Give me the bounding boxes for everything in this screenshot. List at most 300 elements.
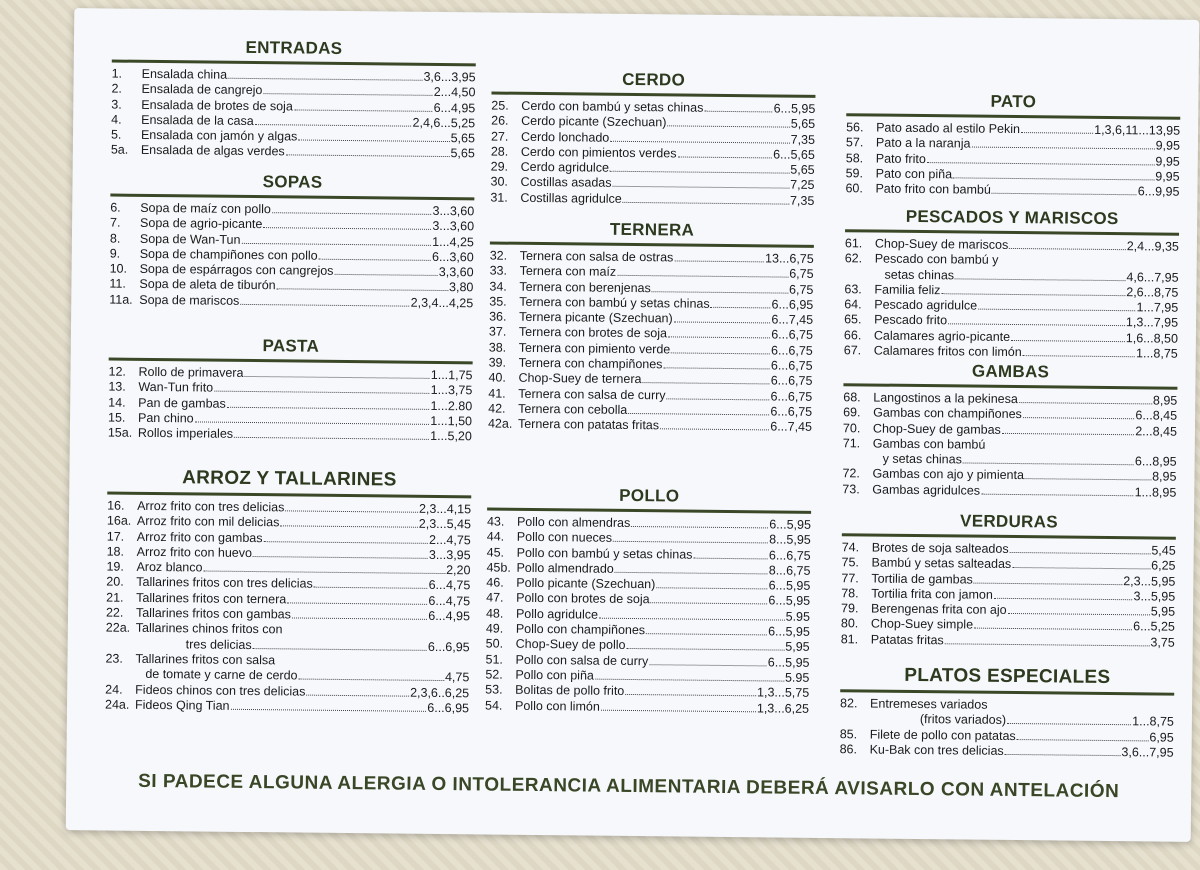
dot-leader	[272, 212, 432, 215]
menu-item-price: 6...6,75	[770, 373, 813, 389]
section-title: PLATOS ESPECIALES	[840, 664, 1174, 695]
menu-item-number: 79.	[841, 601, 859, 616]
dot-leader	[610, 140, 789, 143]
menu-item-price: 6...5,95	[768, 578, 811, 594]
menu-item-name: Chop-Suey de pollo	[515, 637, 626, 653]
menu-item-number: 1.	[111, 66, 123, 81]
menu-item-price: 6...5,65	[773, 147, 815, 162]
menu-item-name: Costillas agridulce	[520, 190, 622, 206]
dot-leader	[287, 602, 427, 604]
dot-leader	[674, 322, 771, 324]
menu-item-price: 2,4,6...5,25	[412, 115, 476, 131]
menu-item-number: 7.	[110, 215, 121, 230]
menu-item-list	[101, 200, 482, 311]
menu-item-price: 1...2.80	[430, 398, 473, 413]
dot-leader	[240, 304, 409, 307]
menu-item-name: Ternera con champiñones	[518, 355, 663, 372]
section-ternera	[480, 218, 822, 435]
menu-column-middle	[484, 12, 824, 716]
dot-leader	[656, 587, 767, 589]
menu-item-name: y setas chinas	[882, 451, 962, 467]
menu-item	[485, 698, 809, 717]
menu-item-price: 13...6,75	[765, 251, 814, 266]
menu-item-number: 33.	[489, 263, 508, 278]
dot-leader	[992, 193, 1137, 196]
menu-item-price: 6...7,45	[771, 312, 814, 328]
dot-leader	[230, 709, 426, 712]
menu-item-number: 65.	[844, 312, 862, 327]
dot-leader	[601, 709, 756, 712]
dot-leader	[599, 617, 785, 620]
menu-item-number: 4.	[111, 112, 122, 127]
menu-item-number: 36.	[489, 309, 507, 324]
menu-item-price: 9,95	[1155, 154, 1180, 169]
menu-item-name: Pollo con nueces	[516, 530, 613, 546]
menu-item-number: 25.	[491, 98, 509, 113]
menu-item-name: Ensalada china	[141, 66, 228, 82]
menu-item-number: 24a.	[104, 697, 130, 712]
menu-item-name: Pollo con limón	[514, 698, 600, 714]
section-title: PATO	[846, 90, 1180, 119]
menu-item-number: 27.	[490, 129, 509, 144]
dot-leader	[1002, 432, 1134, 434]
dot-leader	[671, 352, 770, 354]
dot-leader	[253, 648, 427, 651]
section-verduras	[833, 510, 1184, 651]
menu-item-number: 21.	[106, 590, 124, 605]
menu-item-number: 3.	[111, 97, 122, 112]
menu-item-price: 6...5,95	[769, 517, 812, 532]
menu-item-price: 6...6,95	[771, 297, 814, 312]
menu-item-price: 3,80	[449, 280, 474, 295]
menu-item-name: Cerdo picante (Szechuan)	[521, 114, 667, 130]
dot-leader	[617, 275, 788, 278]
menu-item-list	[833, 540, 1184, 651]
menu-item-number: 5a.	[110, 143, 129, 158]
menu-item-name: Bolitas de pollo frito	[515, 683, 625, 699]
menu-item-number: 24.	[105, 682, 123, 697]
dot-leader	[623, 202, 789, 205]
menu-item	[845, 181, 1179, 200]
section-title: POLLO	[487, 484, 811, 513]
menu-item-name: Costillas asadas	[520, 175, 612, 191]
menu-item-number: 19.	[106, 559, 124, 574]
menu-item-number: 15a.	[107, 425, 133, 440]
menu-item-list	[832, 696, 1183, 761]
menu-item-list	[482, 98, 823, 209]
menu-item-name: Arroz frito con gambas	[136, 529, 263, 545]
menu-sheet	[66, 8, 1200, 842]
dot-leader	[704, 111, 772, 113]
menu-item-price: 1...8,95	[1134, 485, 1177, 500]
menu-item-number: 20.	[106, 574, 124, 590]
dot-leader	[711, 307, 771, 309]
menu-item-name: Ensalada de algas verdes	[140, 143, 285, 159]
dot-leader	[298, 140, 449, 143]
section-title: GAMBAS	[843, 360, 1177, 389]
menu-item-name: Calamares agrio-picante	[873, 328, 1011, 344]
dot-leader	[963, 463, 1134, 466]
dot-leader	[651, 603, 768, 605]
menu-item-price: 6...5,95	[767, 655, 810, 670]
menu-item-name: Sopa de champiñones con pollo	[139, 246, 318, 263]
menu-item-price: 1...3,75	[430, 383, 473, 398]
dot-leader	[927, 162, 1155, 165]
dot-leader	[203, 571, 445, 575]
dot-leader	[234, 437, 429, 440]
menu-item-number: 11a.	[109, 292, 133, 307]
menu-item-name: Pato asado al estilo Pekin	[876, 120, 1021, 137]
menu-item-name: Cerdo lonchado	[520, 129, 610, 145]
menu-item-name: Pato con piña	[875, 166, 953, 182]
dot-leader	[668, 337, 770, 339]
dot-leader	[646, 633, 767, 635]
menu-item-name: Ensalada de brotes de soja	[141, 97, 293, 114]
menu-item-name: Pollo agridulce	[515, 606, 599, 622]
dot-leader	[241, 242, 431, 245]
menu-item-name: Tallarines fritos con ternera	[136, 590, 287, 607]
dot-leader	[1021, 132, 1093, 134]
section-title: CERDO	[491, 69, 815, 98]
menu-item-name: Arroz frito con mil delicias	[136, 514, 280, 530]
menu-item-price: 3,6...3,95	[423, 69, 476, 85]
dot-leader	[953, 177, 1154, 180]
section-entradas	[103, 36, 484, 162]
menu-item-name: Sopa de Wan-Tun	[139, 231, 241, 247]
menu-item-name: Ensalada de la casa	[141, 112, 254, 128]
section-arroz-tallarines	[97, 466, 480, 716]
menu-item-number: 54.	[484, 698, 503, 713]
dot-leader	[244, 376, 429, 379]
menu-item-price: 3,6...7,95	[1121, 745, 1174, 760]
menu-item-name: Ternera con pimiento verde	[518, 340, 671, 357]
menu-item-number: 9.	[109, 246, 121, 261]
menu-item-name: Pescado con bambú y	[874, 251, 999, 268]
menu-item-price: 6...5,95	[773, 101, 816, 116]
menu-item-name: Tortilia frita con jamon	[871, 586, 993, 602]
dot-leader	[228, 78, 422, 81]
menu-item-number: 44.	[486, 529, 505, 544]
dot-leader	[613, 541, 768, 544]
menu-item-price: 6...8,45	[1135, 408, 1178, 423]
menu-item-number: 63.	[844, 282, 862, 297]
menu-item-price: 2...8,45	[1135, 423, 1178, 439]
menu-item-name: Familia feliz	[874, 282, 941, 298]
menu-item-name: Sopa de mariscos	[139, 292, 240, 308]
menu-item-price: 2,3...4,15	[418, 501, 472, 517]
menu-item-price: 6,25	[1151, 558, 1176, 573]
dot-leader	[595, 679, 784, 682]
menu-item-name: Ternera con brotes de soja	[518, 325, 668, 341]
menu-item-name: Pato a la naranja	[875, 135, 971, 151]
dot-leader	[955, 278, 1125, 281]
dot-leader	[625, 694, 756, 696]
dot-leader	[1023, 355, 1135, 357]
menu-item-number: 73.	[842, 481, 860, 497]
menu-item-number: 18.	[106, 544, 125, 559]
menu-column-right	[839, 16, 1189, 760]
menu-item-number: 51.	[485, 652, 504, 667]
dot-leader	[974, 628, 1132, 631]
menu-item-number: 37.	[488, 324, 507, 340]
section-cerdo	[482, 68, 823, 209]
menu-item-name: Fideos Qing Tian	[134, 697, 230, 713]
menu-item-list	[103, 66, 484, 162]
menu-item-price: 8...5,95	[769, 532, 811, 548]
dot-leader	[642, 382, 769, 384]
menu-item-number: 77.	[841, 570, 859, 585]
menu-item-number: 67.	[843, 343, 862, 358]
menu-item-price: 6...6,95	[427, 700, 470, 716]
menu-item-name: (fritos variados)	[919, 712, 1007, 728]
menu-item-number: 39.	[488, 355, 507, 370]
menu-item-price: 2,4...9,35	[1126, 239, 1179, 254]
menu-item-number: 35.	[489, 294, 507, 309]
menu-item-name: Pollo con brotes de soja	[516, 591, 650, 607]
dot-leader	[1011, 340, 1125, 342]
section-title: ARROZ Y TALLARINES	[107, 467, 471, 499]
menu-item-price: 6...5,95	[768, 624, 810, 639]
menu-item-name: Ensalada de cangrejo	[141, 82, 263, 98]
menu-item	[488, 417, 812, 436]
menu-item-name: Chop-Suey de mariscos	[874, 236, 1009, 252]
menu-item-price: 6...4,75	[428, 593, 471, 609]
menu-item-name: setas chinas	[884, 267, 955, 282]
menu-item-number: 38.	[488, 340, 507, 355]
menu-item-name: Pato frito con bambú	[875, 181, 991, 197]
menu-item-name: Ternera con maíz	[519, 264, 617, 280]
menu-item-price: 6...8,95	[1134, 454, 1177, 469]
menu-item-name: Aroz blanco	[136, 560, 203, 575]
menu-item-number: 56.	[846, 120, 864, 135]
dot-leader	[285, 510, 418, 512]
menu-item-price: 4,6...7,95	[1126, 269, 1179, 285]
menu-item-list	[480, 248, 822, 435]
menu-item-number: 69.	[843, 405, 861, 420]
dot-leader	[255, 124, 412, 127]
menu-item-number: 52.	[485, 667, 503, 682]
dot-leader	[319, 259, 431, 261]
dot-leader	[1025, 479, 1151, 481]
menu-item-number: 46.	[486, 575, 504, 590]
dot-leader	[314, 587, 428, 589]
menu-item-price: 6...6,75	[770, 389, 813, 404]
menu-item-price: 9,95	[1155, 138, 1181, 154]
dot-leader	[941, 293, 1125, 296]
menu-item-price: 6,75	[789, 282, 814, 297]
menu-item-number: 80.	[840, 616, 859, 631]
dot-leader	[227, 406, 430, 409]
menu-item-number: 50.	[485, 636, 504, 652]
menu-item-name: Pollo con salsa de curry	[515, 652, 649, 668]
menu-item-price: 8,95	[1152, 393, 1178, 408]
menu-item-price: 6...4,95	[433, 100, 476, 115]
menu-item-name: de tomate y carne de cerdo	[145, 667, 298, 683]
menu-item-name: Ternera con salsa de ostras	[519, 248, 674, 265]
menu-item-number: 14.	[108, 395, 126, 410]
dot-leader	[299, 679, 444, 682]
section-title: PASTA	[109, 335, 473, 365]
menu-item-name: Tallarines fritos con gambas	[135, 605, 292, 622]
menu-item-number: 64.	[844, 297, 862, 312]
menu-item-price: 1...4,25	[432, 234, 474, 249]
section-title: TERNERA	[490, 218, 814, 247]
menu-item-number: 34.	[489, 279, 507, 294]
menu-item-name: tres delicias	[185, 637, 252, 652]
menu-item-name: Pescado agridulce	[874, 297, 978, 313]
section-title: PESCADOS Y MARISCOS	[845, 206, 1179, 235]
menu-item-name: Ensalada con jamón y algas	[140, 128, 298, 144]
menu-item-list	[837, 120, 1188, 200]
dot-leader	[1023, 417, 1135, 419]
menu-item	[840, 742, 1174, 761]
menu-item-price: 5,65	[450, 146, 475, 161]
dot-leader	[667, 398, 770, 400]
menu-item-number: 6.	[110, 200, 121, 215]
menu-column-left	[104, 8, 484, 716]
menu-item-number: 48.	[485, 606, 504, 621]
menu-item-number: 58.	[845, 150, 864, 165]
dot-leader	[263, 227, 431, 230]
menu-item-price: 3,3,60	[438, 265, 474, 280]
dot-leader	[945, 643, 1150, 646]
menu-item-number: 75.	[841, 555, 860, 570]
menu-item-number: 13.	[108, 379, 126, 394]
section-pollo	[477, 484, 819, 716]
dot-leader	[948, 324, 1125, 327]
menu-item-number: 42.	[488, 401, 506, 416]
menu-item-price: 1,3...6,25	[756, 700, 810, 716]
dot-leader	[286, 155, 450, 158]
section-sopas	[101, 170, 482, 311]
menu-item-price: 6,95	[1149, 730, 1174, 745]
menu-item-name: Bambú y setas salteadas	[871, 555, 1012, 572]
menu-item-price: 6...6,75	[770, 404, 813, 419]
menu-item-price: 1,6...8,50	[1125, 330, 1179, 346]
dot-leader	[693, 557, 768, 559]
menu-item-number: 72.	[842, 466, 860, 481]
menu-item-price: 5,65	[450, 131, 476, 146]
menu-item-name: Cerdo con pimientos verdes	[520, 144, 677, 161]
menu-item-name: Patatas fritas	[870, 632, 944, 648]
menu-item-number: 61.	[844, 236, 863, 251]
menu-item-price: 6...6,75	[771, 327, 814, 343]
dot-leader	[1009, 248, 1125, 250]
menu-item-name: Pato frito	[875, 151, 926, 166]
menu-item-number: 82.	[840, 696, 858, 711]
menu-item-name: Filete de pollo con patatas	[869, 727, 1016, 743]
section-title: VERDURAS	[842, 510, 1176, 539]
dot-leader	[292, 618, 427, 620]
menu-item-price: 1...1,50	[430, 413, 473, 429]
menu-item-price: 2,3...5,95	[1123, 573, 1176, 589]
menu-item-name: Cerdo con bambú y setas chinas	[521, 98, 704, 115]
menu-item-price: 1...1,75	[430, 367, 473, 383]
menu-item-price: 4,75	[444, 670, 470, 685]
menu-item-price: 2,3,6..6,25	[410, 685, 470, 700]
menu-item-name: Chop-Suey de ternera	[518, 371, 642, 387]
menu-item-price: 5,65	[790, 162, 815, 178]
menu-item-price: 1...8,75	[1136, 346, 1178, 361]
dot-leader	[277, 289, 448, 292]
menu-item-name: Sopa de maíz con pollo	[140, 200, 271, 217]
menu-item-number: 16a.	[106, 513, 132, 529]
dot-leader	[667, 126, 789, 128]
dot-leader	[663, 367, 769, 369]
dot-leader	[253, 556, 428, 559]
menu-item-price: 1,3...5,75	[757, 685, 810, 701]
menu-item-number: 66.	[843, 327, 862, 343]
menu-item-name: Pan de gambas	[138, 395, 226, 411]
menu-item-number: 40.	[488, 370, 506, 386]
menu-item-name: Chop-Suey simple	[870, 616, 974, 633]
menu-item-name: Rollo de primavera	[138, 364, 244, 380]
menu-item-price: 2...4,75	[429, 532, 471, 547]
allergy-notice: SI PADECE ALGUNA ALERGIA O INTOLERANCIA ALIMENTARIA DEBERÁ AVISARLO CON ANTELACIÓN	[138, 770, 1120, 803]
menu-item-number: 47.	[486, 590, 504, 606]
menu-item-price: 5.95	[785, 609, 811, 624]
dot-leader	[610, 171, 789, 174]
dot-leader	[649, 664, 767, 666]
menu-item-name: Pollo con piña	[515, 667, 594, 683]
menu-item-list	[97, 498, 479, 716]
menu-item-price: 6,75	[789, 266, 814, 282]
dot-leader	[615, 572, 768, 575]
section-title: ENTRADAS	[112, 37, 476, 67]
menu-item-name: Chop-Suey de gambas	[872, 421, 1001, 437]
menu-item	[490, 190, 814, 209]
menu-item-name: Pollo almendrado	[516, 560, 614, 576]
menu-item-number: 62.	[844, 251, 863, 266]
menu-item-number: 16.	[107, 498, 125, 513]
menu-item-name: Cerdo agridulce	[520, 160, 610, 175]
menu-item-price: 5,45	[1151, 543, 1176, 558]
dot-leader	[994, 598, 1133, 600]
menu-item-number: 45b.	[486, 560, 511, 575]
menu-item-price: 3...3,95	[428, 547, 471, 563]
menu-item-price: 6...6,95	[427, 639, 470, 654]
menu-item-number: 71.	[842, 436, 861, 451]
menu-item-name: Tallarines fritos con tres delicias	[136, 575, 313, 592]
menu-item-price: 3...5,95	[1133, 589, 1176, 604]
menu-item-price: 6...4,95	[428, 608, 471, 624]
menu-item-name: Gambas agridulces	[872, 482, 981, 498]
menu-item-price: 6...6,75	[770, 358, 813, 373]
dot-leader	[981, 493, 1134, 496]
menu-item-price: 9,95	[1155, 169, 1180, 184]
menu-item-name: Ternera con bambú y setas chinas	[519, 294, 710, 311]
menu-item-number: 86.	[839, 742, 858, 757]
menu-item-name: Sopa de aleta de tiburón	[139, 277, 276, 293]
menu-item-number: 53.	[485, 682, 503, 697]
dot-leader	[674, 260, 764, 262]
menu-item-price: 6...5,95	[768, 593, 811, 609]
menu-item-name: Pan chino	[137, 410, 194, 426]
menu-item-name: Tallarines chinos fritos con	[135, 621, 283, 637]
menu-item-name: Pollo picante (Szechuan)	[516, 575, 656, 592]
menu-item-price: 6...3,60	[431, 249, 474, 265]
menu-item-name: Rollos imperiales	[137, 426, 234, 442]
menu-item-name: Gambas con bambú	[872, 436, 986, 452]
menu-item-name: Entremeses variados	[870, 696, 988, 712]
menu-item-number: 17.	[106, 529, 125, 544]
menu-item-name: Pollo con almendras	[516, 514, 631, 530]
menu-item-price: 8...6,75	[768, 563, 811, 578]
dot-leader	[631, 526, 768, 528]
menu-item-price: 7,35	[789, 193, 815, 208]
menu-item-price: 5.95	[784, 670, 810, 685]
menu-item-number: 2.	[111, 81, 123, 96]
